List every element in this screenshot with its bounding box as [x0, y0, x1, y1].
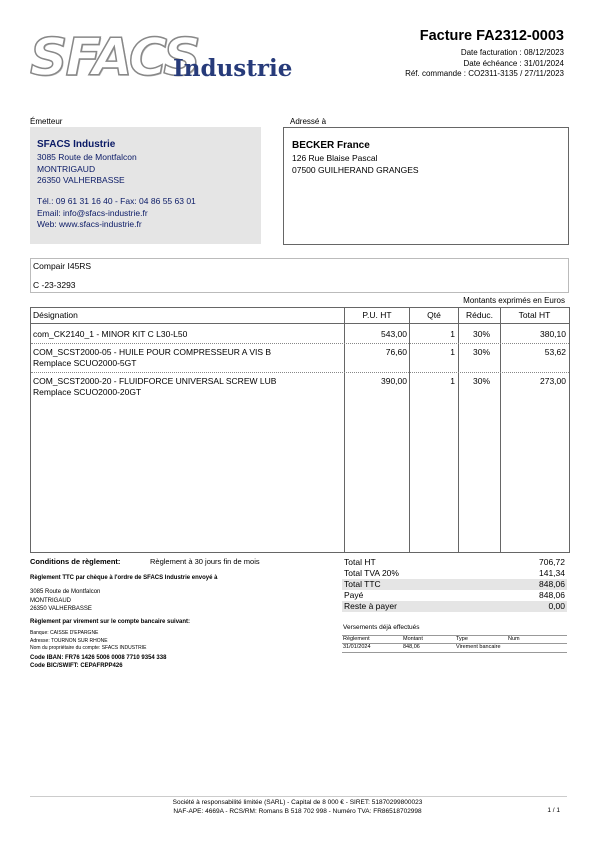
header-quantity: Qté — [427, 310, 441, 320]
row-discount: 30% — [473, 347, 491, 357]
payments-header-date: Règlement — [343, 636, 370, 642]
conditions-value: Règlement à 30 jours fin de mois — [150, 557, 260, 566]
sender-email: Email: info@sfacs-industrie.fr — [37, 207, 148, 218]
row-quantity: 1 — [450, 376, 455, 386]
row-designation-note: Remplace SCUO2000-20GT — [33, 387, 142, 397]
reference-box — [30, 258, 569, 293]
total-row — [342, 579, 567, 590]
row-separator — [31, 343, 569, 344]
sender-label: Émetteur — [30, 117, 63, 126]
invoice-title: Facture FA2312-0003 — [419, 28, 564, 44]
total-label: Total HT — [344, 557, 376, 567]
recipient-address — [292, 153, 419, 176]
header-unit-price: P.U. HT — [362, 310, 392, 320]
sender-address — [37, 152, 137, 187]
bank-codes — [30, 654, 166, 670]
bank-name: Banque: CAISSE D'EPARGNE — [30, 630, 99, 636]
iban-code: Code IBAN: FR76 1426 5006 0008 7710 9354 338 — [30, 655, 167, 661]
recipient-box — [283, 127, 569, 245]
account-owner: Nom du propriétaire du compte: SFACS INDUSTRIE — [30, 645, 147, 651]
sender-address-line: 3085 Route de Montfalcon — [37, 152, 137, 162]
row-total: 380,10 — [540, 329, 566, 339]
row-designation: COM_SCST2000-05 - HUILE POUR COMPRESSEUR A VIS B — [33, 347, 272, 357]
row-designation-note: Remplace SCUO2000-5GT — [33, 358, 137, 368]
payment-type: Virement bancaire — [456, 644, 501, 650]
payments-header-num: Num — [508, 636, 520, 642]
payments-row-line — [342, 643, 567, 644]
recipient-label: Adressé à — [290, 117, 327, 126]
company-logo-suffix: Industrie — [173, 55, 293, 82]
payment-amount: 848,06 — [403, 644, 420, 650]
recipient-address-line: 07500 GUILHERAND GRANGES — [292, 164, 419, 175]
row-unit-price: 390,00 — [381, 376, 407, 386]
sender-phone: Tél.: 09 61 31 16 40 - Fax: 04 86 55 63 01 — [37, 196, 196, 206]
total-value: 848,06 — [539, 579, 565, 589]
reference-line: C -23-3293 — [33, 280, 76, 290]
footer-line: NAF-APE: 4669A - RCS/RM: Romans B 518 702 998 - Numéro TVA: FR86518702998 — [173, 808, 422, 815]
bic-code: Code BIC/SWIFT: CEPAFRPP426 — [30, 663, 123, 669]
total-value: 0,00 — [548, 601, 565, 611]
bank-details — [30, 630, 146, 653]
cheque-address-line: 26350 VALHERBASSE — [30, 606, 92, 612]
payments-title: Versements déjà effectués — [343, 624, 420, 631]
sender-website: Web: www.sfacs-industrie.fr — [37, 219, 142, 229]
total-label: Total TVA 20% — [344, 568, 399, 578]
total-value: 848,06 — [539, 590, 565, 600]
cheque-address — [30, 588, 100, 614]
row-quantity: 1 — [450, 347, 455, 357]
column-divider — [409, 308, 410, 552]
cheque-address-line: 3085 Route de Montfalcon — [30, 589, 101, 595]
invoice-due-date: Date échéance : 31/01/2024 — [463, 58, 564, 68]
header-designation: Désignation — [33, 310, 78, 320]
header-total: Total HT — [518, 310, 551, 320]
row-total: 53,62 — [544, 347, 566, 357]
transfer-title: Règlement par virement sur le compte bancaire suivant: — [30, 619, 191, 625]
sender-name: SFACS Industrie — [37, 139, 116, 150]
payments-header-type: Type — [456, 636, 468, 642]
payments-bottom-line — [342, 652, 567, 653]
sender-box — [30, 127, 261, 244]
sender-address-line: 26350 VALHERBASSE — [37, 175, 125, 185]
payments-header-line — [342, 635, 567, 636]
column-divider — [458, 308, 459, 552]
items-table — [30, 307, 570, 553]
recipient-address-line: 126 Rue Blaise Pascal — [292, 153, 378, 163]
invoice-meta — [405, 48, 564, 80]
column-divider — [344, 308, 345, 552]
table-header — [31, 308, 569, 324]
conditions-label: Conditions de règlement: — [30, 557, 121, 566]
total-row — [342, 557, 567, 568]
row-designation: com_CK2140_1 - MINOR KIT C L30-L50 — [33, 329, 188, 339]
row-discount: 30% — [473, 329, 491, 339]
bank-address: Adresse: TOURNON SUR RHONE — [30, 637, 108, 644]
recipient-name: BECKER France — [292, 140, 370, 151]
sender-address-line: MONTRIGAUD — [37, 163, 96, 174]
currency-note: Montants exprimés en Euros — [463, 296, 565, 305]
row-quantity: 1 — [450, 329, 455, 339]
total-value: 706,72 — [539, 557, 565, 567]
total-row — [342, 568, 567, 579]
invoice-date: Date facturation : 08/12/2023 — [460, 48, 564, 57]
footer-legal — [0, 798, 595, 816]
total-label: Reste à payer — [344, 601, 397, 611]
invoice-order-ref: Réf. commande : CO2311-3135 / 27/11/2023 — [405, 69, 564, 78]
footer-divider — [30, 796, 567, 797]
payment-date: 31/01/2024 — [343, 644, 371, 650]
row-unit-price: 543,00 — [381, 329, 407, 339]
row-separator — [31, 372, 569, 373]
payments-header-amount: Montant — [403, 636, 423, 642]
total-value: 141,34 — [539, 568, 565, 578]
row-unit-price: 76,60 — [385, 347, 407, 357]
total-label: Total TTC — [344, 579, 381, 589]
total-label: Payé — [344, 590, 364, 600]
total-row — [342, 590, 567, 601]
row-total: 273,00 — [540, 376, 566, 386]
header-discount: Réduc. — [466, 310, 493, 320]
reference-line: Compair I45RS — [33, 261, 92, 271]
sender-contact — [37, 196, 196, 231]
row-designation: COM_SCST2000-20 - FLUIDFORCE UNIVERSAL SCREW LUB — [33, 376, 277, 386]
company-logo: SFACS — [30, 28, 199, 88]
column-divider — [500, 308, 501, 552]
total-row — [342, 601, 567, 612]
footer-line: Société à responsabilité limitée (SARL) - Capital de 8 000 € - SIRET: 51870299800023 — [172, 799, 423, 806]
row-discount: 30% — [473, 376, 491, 386]
page-number: 1 / 1 — [547, 807, 560, 814]
cheque-title: Règlement TTC par chèque à l'ordre de SFACS Industrie envoyé à — [30, 575, 218, 581]
cheque-address-line: MONTRIGAUD — [30, 597, 71, 604]
